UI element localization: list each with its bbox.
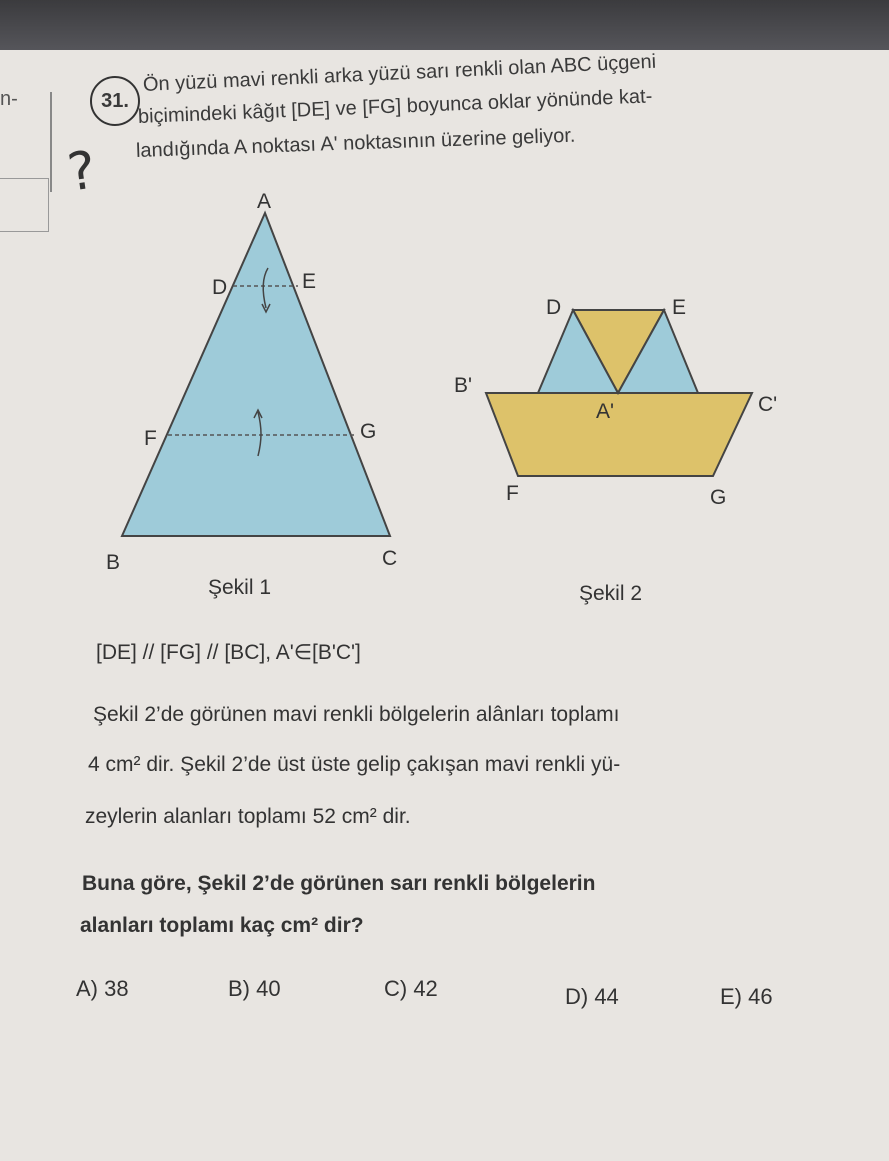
margin-stub: n-: [0, 88, 18, 110]
prompt-line-1: Buna göre, Şekil 2’de görünen sarı renkli bölgelerin: [82, 872, 596, 895]
choice-c[interactable]: C) 42: [384, 976, 438, 1001]
choice-b[interactable]: B) 40: [228, 976, 281, 1001]
yellow-trapezoid: [486, 393, 752, 476]
label-d2: D: [546, 296, 562, 319]
label-a-prime: A': [596, 400, 615, 423]
intro-line-1: Ön yüzü mavi renkli arka yüzü sarı renkli olan ABC üçgeni: [142, 50, 657, 96]
handwritten-mark: ?: [63, 140, 100, 204]
intro-line-3: landığında A noktası A' noktasının üzerine geliyor.: [135, 124, 576, 162]
label-e2: E: [672, 296, 687, 319]
label-f: F: [144, 427, 157, 450]
figure2-caption: Şekil 2: [579, 582, 643, 605]
triangle-abc: [122, 213, 390, 536]
label-c: C: [382, 547, 398, 570]
figure1-caption: Şekil 1: [208, 576, 272, 599]
label-g: G: [360, 420, 377, 443]
prompt-line-2: alanları toplamı kaç cm² dir?: [80, 914, 364, 937]
paragraph-line-3: zeylerin alanları toplamı 52 cm² dir.: [85, 805, 411, 828]
label-b-prime: B': [454, 374, 473, 397]
label-g2: G: [710, 486, 727, 509]
given-relations: [DE] // [FG] // [BC], A'∈[B'C']: [96, 641, 361, 664]
choice-d[interactable]: D) 44: [565, 984, 619, 1009]
label-b: B: [106, 551, 121, 574]
label-c-prime: C': [758, 393, 778, 416]
choice-a[interactable]: A) 38: [76, 976, 129, 1001]
choice-e[interactable]: E) 46: [720, 984, 773, 1009]
question-number: 31.: [90, 76, 140, 126]
paragraph-line-1: Şekil 2’de görünen mavi renkli bölgelerin alânları toplamı: [93, 703, 620, 726]
label-d: D: [212, 276, 228, 299]
intro-line-2: biçimindeki kâğıt [DE] ve [FG] boyunca oklar yönünde kat-: [137, 85, 653, 128]
label-e: E: [302, 270, 317, 293]
paragraph-line-2: 4 cm² dir. Şekil 2’de üst üste gelip çakışan mavi renkli yü-: [88, 753, 621, 776]
label-f2: F: [506, 482, 519, 505]
label-a: A: [257, 190, 272, 213]
